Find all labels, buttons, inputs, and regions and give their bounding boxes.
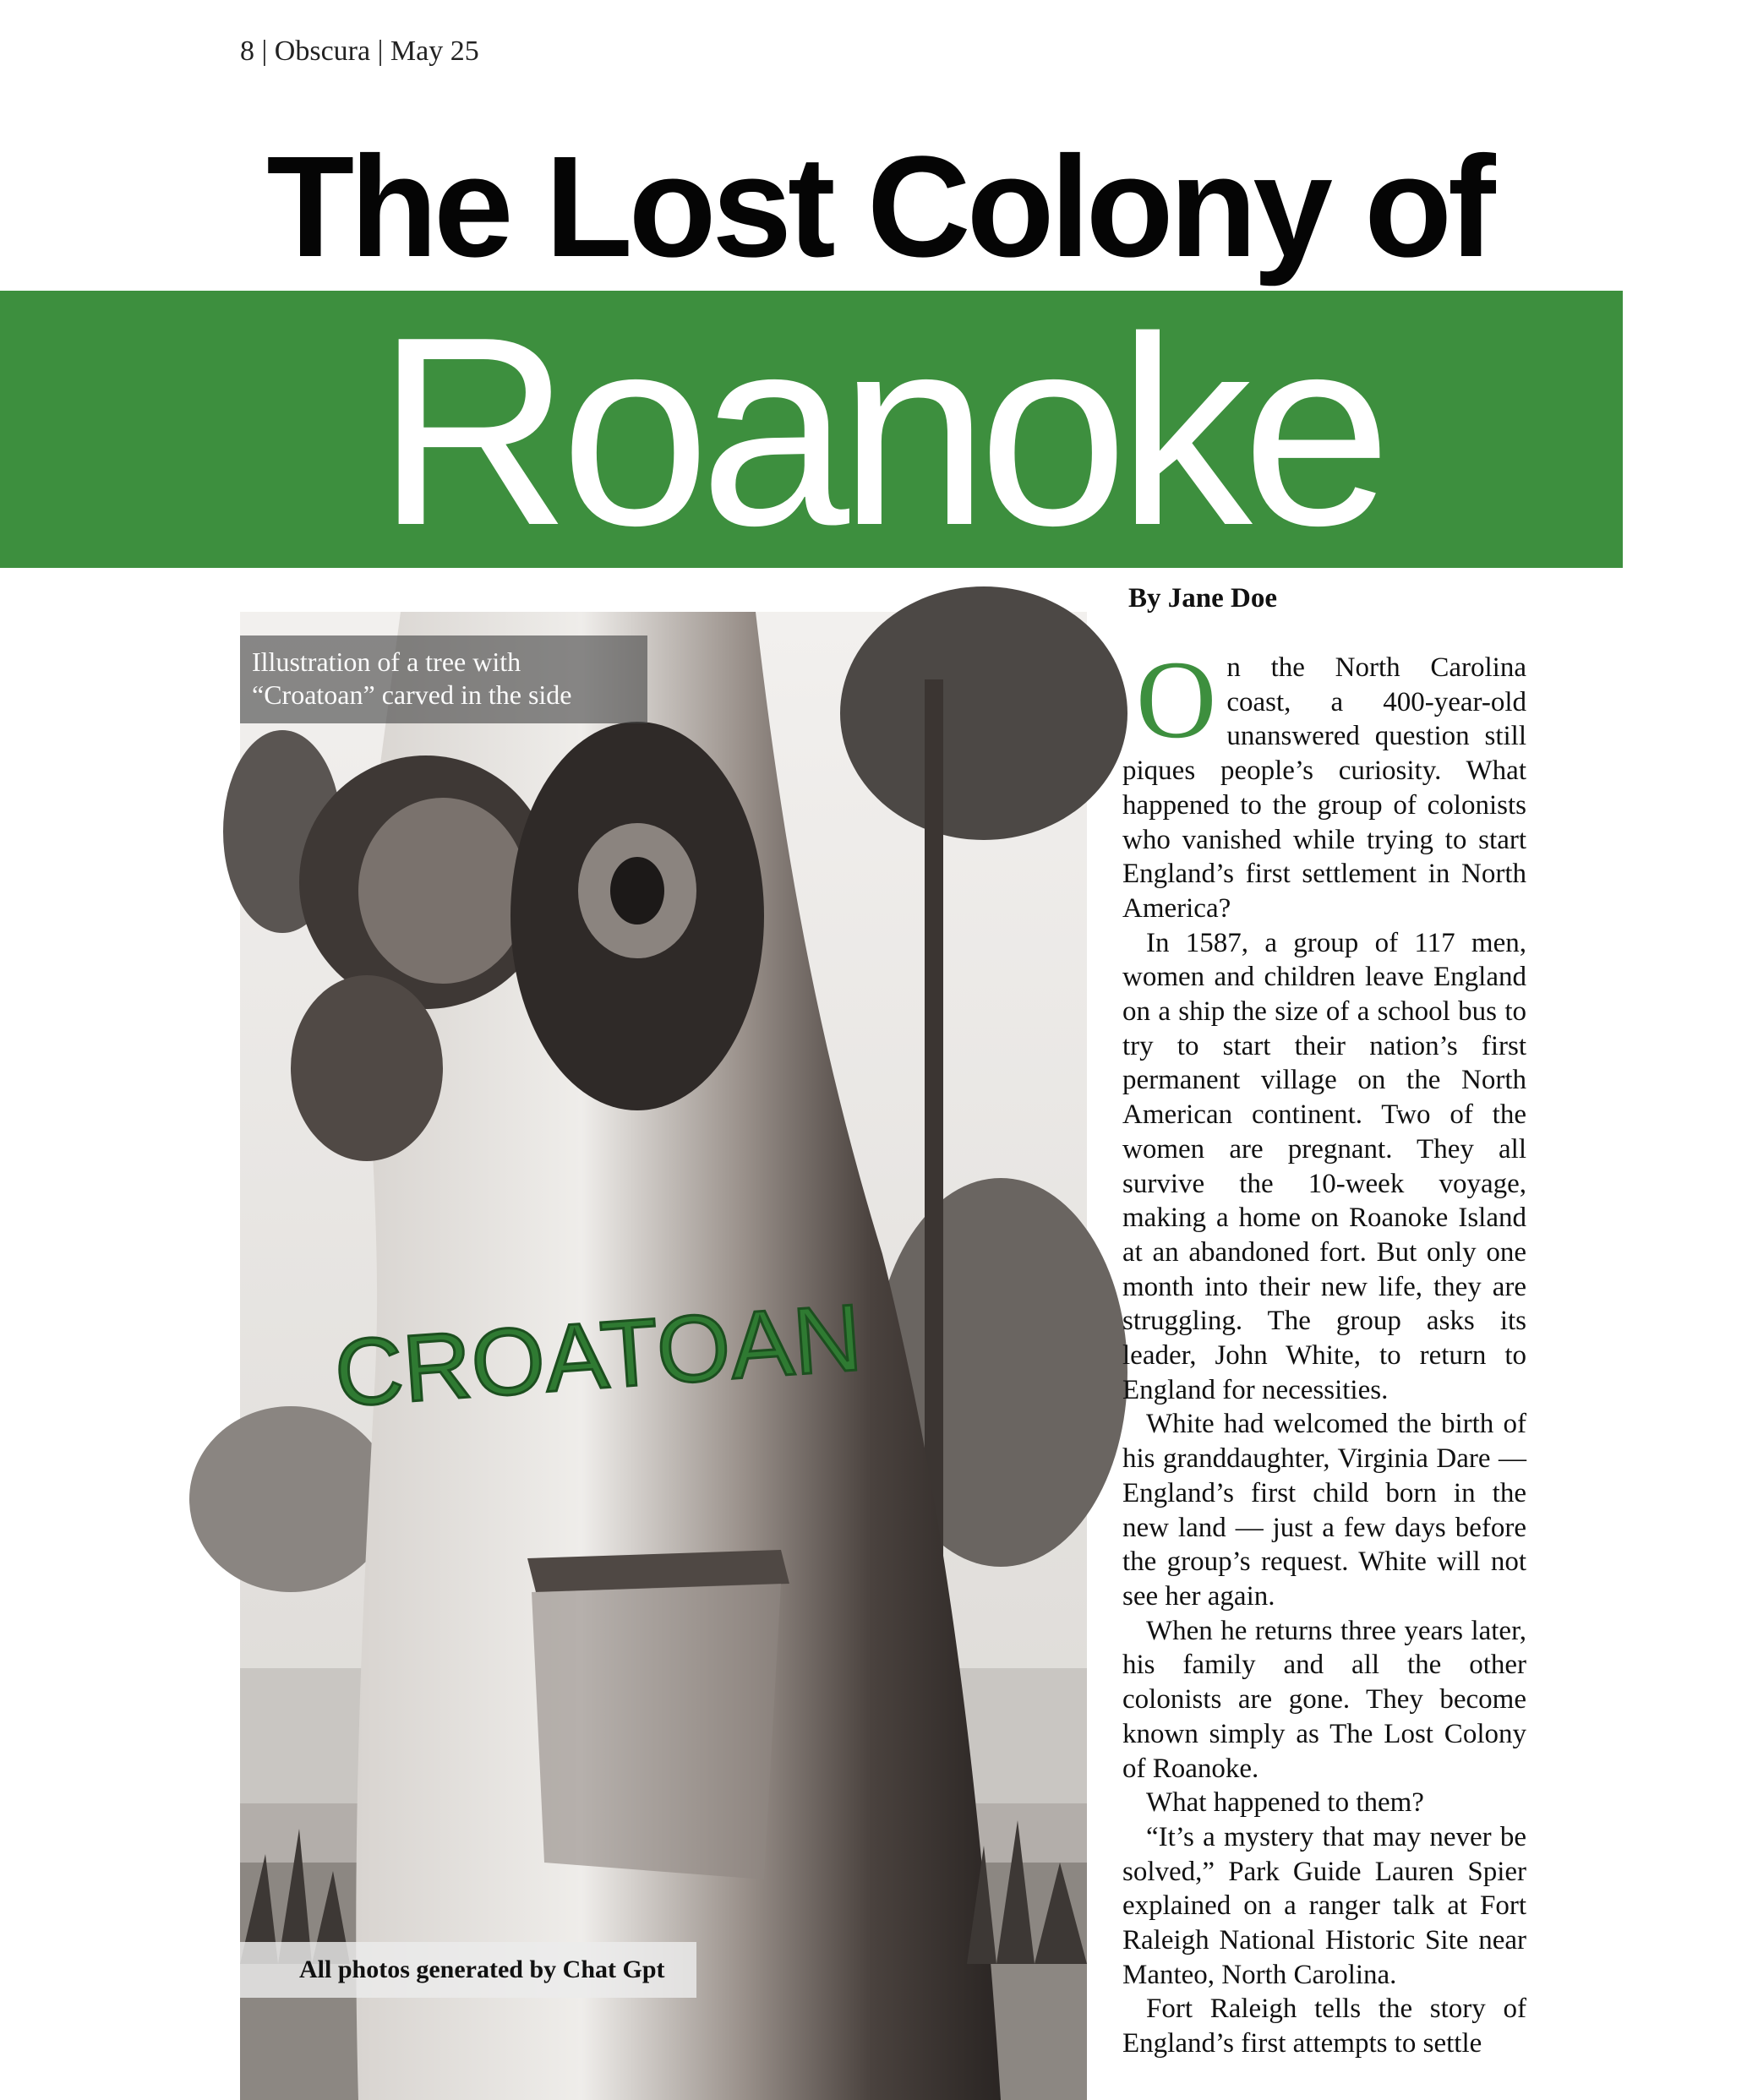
headline-line-1: The Lost Colony of — [266, 127, 1492, 287]
article-paragraph: White had welcomed the birth of his granddaughter, Virginia Dare — England’s first child born in the new land — just a few days before the group’s request. White will not see her again. — [1122, 1409, 1526, 1612]
croatoan-carving: CROATOAN — [330, 1284, 865, 1426]
article-paragraph: On the North Carolina coast, a 400-year-old unanswered question still piques people’s curiosity. What happened to the group of colonists who vanished while trying to start England’s first settlement in North America? — [1122, 637, 1526, 924]
article-paragraph: “It’s a mystery that may never be solved,” Park Guide Lauren Spier explained on a ranger talk at Fort Raleigh National Historic Site near Manteo, North Carolina. — [1122, 1821, 1526, 1990]
article-paragraph: In 1587, a group of 117 men, women and children leave England on a ship the size of a school bus to try to start their nation’s first permanent village on the North American continent. Two of the women are pregnant. They all survive the 10-week voyage, making a home on Roanoke Island at an abandoned fort. But only one month into their new life, they are struggling. The group asks its leader, John White, to return to England for necessities. — [1122, 927, 1526, 1405]
photo-caption: Illustration of a tree with “Croatoan” carved in the side — [240, 635, 647, 723]
article-paragraph: When he returns three years later, his family and all the other colonists are gone. They become known simply as The Lost Colony of Roanoke. — [1122, 1615, 1526, 1784]
byline: By Jane Doe — [1128, 583, 1277, 614]
drop-cap: O — [1136, 637, 1217, 761]
photo-credit: All photos generated by Chat Gpt — [240, 1942, 696, 1998]
headline-line-2: Roanoke — [376, 281, 1382, 581]
article-body — [1122, 637, 1526, 2059]
article-paragraph: What happened to them? — [1146, 1787, 1424, 1819]
tree-illustration — [240, 612, 1087, 2100]
article-paragraph: Fort Raleigh tells the story of England’s first attempts to settle — [1122, 1994, 1526, 2059]
page-folio: 8 | Obscura | May 25 — [240, 35, 479, 67]
